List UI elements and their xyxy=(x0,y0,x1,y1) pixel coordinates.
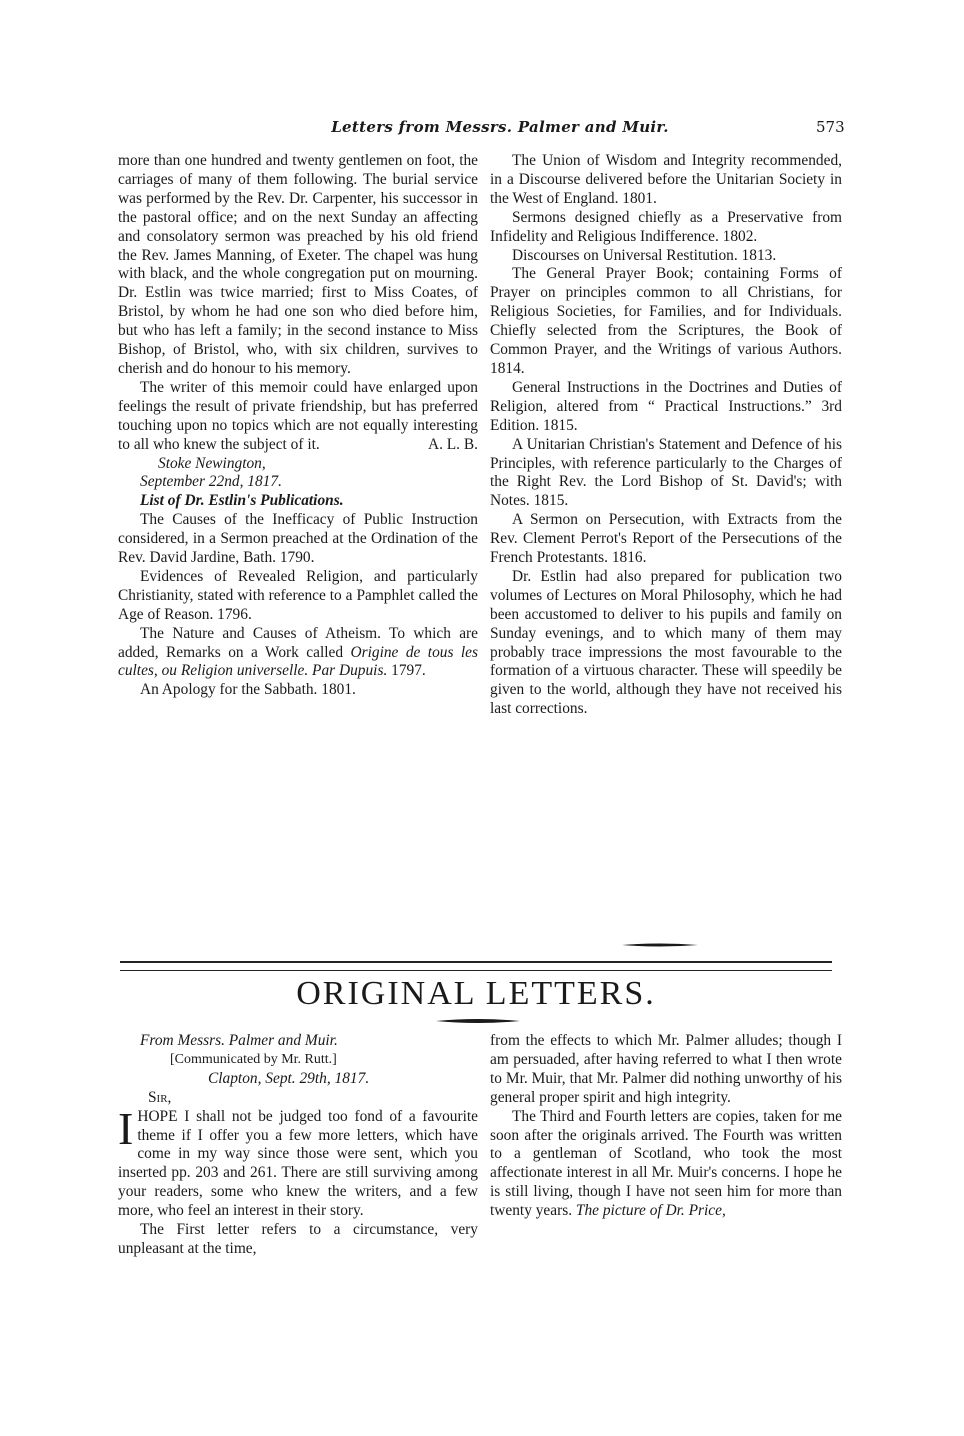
publication-entry: The Causes of the Inefficacy of Public Instruction considered, in a Sermon preached at the Ordination of the Rev. David Jardine, Bath. 1790. xyxy=(118,511,478,567)
publication-entry: An Apology for the Sabbath. 1801. xyxy=(140,681,356,699)
atheism-year: 1797. xyxy=(387,662,426,680)
section-title: ORIGINAL LETTERS. xyxy=(296,975,656,1012)
section-divider xyxy=(120,961,832,971)
memoir-right-column xyxy=(490,152,842,719)
publication-entry: A Unitarian Christian's Statement and Defence of his Principles, with reference particularly to the Charges of the Right Rev. the Lord Bishop of St. David's; with Notes. 1815. xyxy=(490,435,842,510)
page-number: 573 xyxy=(816,118,845,136)
memoir-paragraph xyxy=(118,379,478,455)
letter-italic-tail: The picture of Dr. Price, xyxy=(572,1202,726,1220)
title-ornament xyxy=(436,1017,520,1025)
publication-entry xyxy=(118,625,478,682)
signature-place: Stoke Newington, xyxy=(158,454,266,472)
letters-right-column xyxy=(490,1032,842,1221)
memoir-left-column xyxy=(118,152,478,700)
publication-entry: Sermons designed chiefly as a Preservative from Infidelity and Religious Indifference. 1802. xyxy=(490,208,842,245)
memoir-paragraph: more than one hundred and twenty gentlemen on foot, the carriages of many of them following. The burial service was performed by the Rev. Dr. Carpenter, his successor in the pastoral office; and on the next Sunday an affecting and consolatory sermon was preached by his old friend the Rev. James Manning, of Exeter. The chapel was hung with black, and the whole congregation put on mourning. Dr. Estlin was twice married; first to Miss Coates, of Bristol, by whom he had one son who died before him, but who has left a family; in the second instance to Miss Bishop, of Bristol, who, with six children, survives to cherish and do honour to his memory. xyxy=(118,152,478,377)
letter-from-line: From Messrs. Palmer and Muir. xyxy=(140,1032,338,1049)
communicated-by: [Communicated by Mr. Rutt.] xyxy=(170,1051,337,1067)
letter-dateline: Clapton, Sept. 29th, 1817. xyxy=(208,1069,370,1087)
publication-entry: Discourses on Universal Restitution. 1813. xyxy=(512,246,777,264)
letter-paragraph-text: The Third and Fourth letters are copies, taken for me soon after the originals arrived. The Fourth was written to a gentleman of Scotland, who took the most affectionate interest in all Mr. Muir's concerns. I hope he is still living, though I have not seen him for more than twenty years. xyxy=(490,1107,842,1220)
publications-heading: List of Dr. Estlin's Publications. xyxy=(140,492,344,510)
memoir-closing-text: The writer of this memoir could have enlarged upon feelings the result of private friendship, but has preferred touching upon no topics which are not equally interesting to all who knew the subject of it. xyxy=(118,378,478,453)
letter-paragraph: from the effects to which Mr. Palmer alludes; though I am persuaded, after having referred to what I then wrote to Mr. Muir, that Mr. Palmer did nothing unworthy of his general proper spirit and high integrity. xyxy=(490,1032,842,1106)
letters-left-column xyxy=(118,1032,478,1259)
publication-entry: The Union of Wisdom and Integrity recommended, in a Discourse delivered before the Unitarian Society in the West of England. 1801. xyxy=(490,152,842,207)
publication-entry: The General Prayer Book; containing Forms of Prayer on principles common to all Christians, for Religious Societies, for Families, and for Individuals. Chiefly selected from the Scriptures, the Book of Common Prayer, and the Writings of various Authors. 1814. xyxy=(490,265,842,377)
publication-entry: General Instructions in the Doctrines and Duties of Religion, altered from “ Practical Instructions.” 3rd Edition. 1815. xyxy=(490,378,842,434)
first-word: HOPE xyxy=(137,1107,178,1125)
first-paragraph-text: I shall not be judged too fond of a favourite theme if I offer you a few more letters, which have come in my way since those were sent, which you inserted pp. 203 and 261. There are still surviving among your readers, some who knew the writers, and a few more, who feel an interest in their story. xyxy=(118,1107,478,1220)
letter-paragraph xyxy=(490,1108,842,1221)
atheism-title: Origine de tous les cultes, ou Religion universelle. Par Dupuis. xyxy=(118,643,479,680)
publication-entry: Evidences of Revealed Religion, and particularly Christianity, stated with reference to a Pamphlet called the Age of Reason. 1796. xyxy=(118,567,478,623)
end-ornament xyxy=(622,942,698,948)
closing-note: Dr. Estlin had also prepared for publication two volumes of Lectures on Moral Philosophy, which he had been accustomed to deliver to his pupils and family on Sunday evenings, and to which many of them may probably trace impressions the most favourable to the formation of a virtuous character. These will speedily be given to the world, although they have not received his last corrections. xyxy=(490,567,842,718)
author-initials: A. L. B. xyxy=(427,435,478,453)
publication-entry: A Sermon on Persecution, with Extracts from the Rev. Clement Perrot's Report of the Persecutions of the French Protestants. 1816. xyxy=(490,511,842,567)
signature-date: September 22nd, 1817. xyxy=(140,473,282,491)
atheism-prefix: The Nature and Causes of Atheism. To which are added, Remarks on a Work called xyxy=(118,624,478,661)
letter-paragraph xyxy=(118,1102,478,1221)
salutation: Sir, xyxy=(148,1088,172,1106)
running-title: Letters from Messrs. Palmer and Muir. xyxy=(331,118,669,136)
drop-cap: I xyxy=(118,1102,134,1154)
letter-paragraph: The First letter refers to a circumstance, very unpleasant at the time, xyxy=(118,1221,478,1257)
